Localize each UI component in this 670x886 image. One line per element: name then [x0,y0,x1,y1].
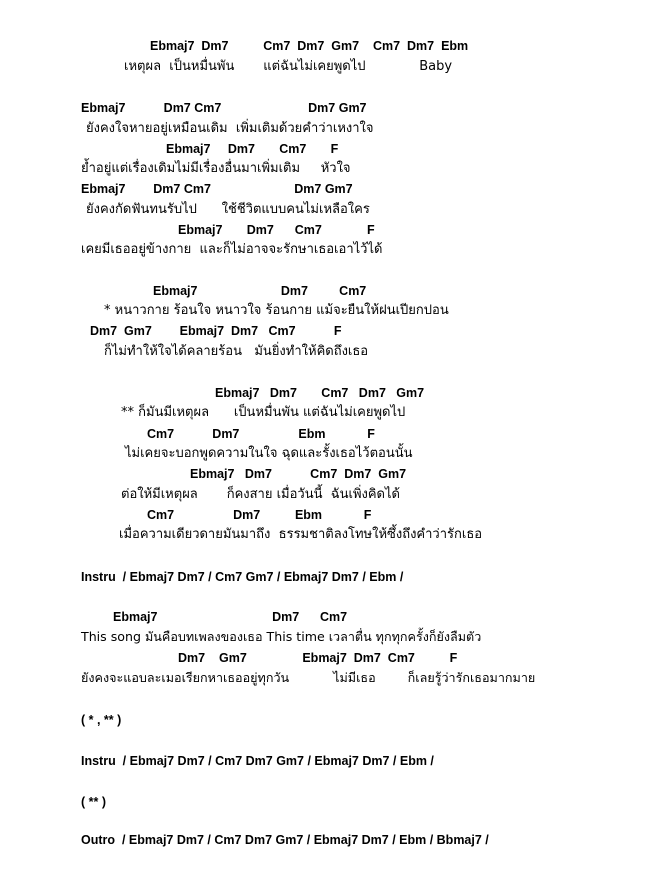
lyric-line: ย้ำอยู่แต่เรื่องเดิมไม่มีเรื่องอื่นมาเพิ่มเติม หัวใจ [81,161,351,176]
lyric-line: เคยมีเธออยู่ข้างกาย และก็ไม่อาจจะรักษาเธอเอาไว้ได้ [81,242,383,257]
instrumental-line: Instru / Ebmaj7 Dm7 / Cm7 Dm7 Gm7 / Ebmaj7 Dm7 / Ebm / [81,754,434,768]
chord-line: Ebmaj7 Dm7 Cm7 Dm7 Gm7 [81,182,353,196]
repeat-marker: ( ** ) [81,795,106,809]
lyric-line: เหตุผล เป็นหมื่นพัน แต่ฉันไม่เคยพูดไป Baby [124,59,453,74]
chord-line: Ebmaj7 Dm7 Cm7 Dm7 Gm7 [81,101,367,115]
chord-line: Ebmaj7 Dm7 Cm7 Dm7 Gm7 Cm7 Dm7 Ebm [150,39,469,53]
chord-line: Ebmaj7 Dm7 Cm7 Dm7 Gm7 [215,386,425,400]
chord-line: Dm7 Gm7 Ebmaj7 Dm7 Cm7 F [178,651,458,665]
lyric-line: ไม่เคยจะบอกพูดความในใจ ฉุดและรั้งเธอไว้ตอนนั้น [125,446,413,461]
chord-line: Cm7 Dm7 Ebm F [147,427,375,441]
lyric-line: ** ก็มันมีเหตุผล เป็นหมื่นพัน แต่ฉันไม่เคยพูดไป [121,405,406,420]
chord-line: Dm7 Gm7 Ebmaj7 Dm7 Cm7 F [90,324,342,338]
chord-line: Ebmaj7 Dm7 Cm7 [113,610,348,624]
outro-line: Outro / Ebmaj7 Dm7 / Cm7 Dm7 Gm7 / Ebmaj7 Dm7 / Ebm / Bbmaj7 / [81,833,489,847]
lyric-line: This song มันคือบทเพลงของเธอ This time เวลาตื่น ทุกทุกครั้งก็ยังลืมตัว [81,629,482,644]
lyric-line: ก็ไม่ทำให้ใจได้คลายร้อน มันยิ่งทำให้คิดถึงเธอ [104,344,369,359]
chord-line: Ebmaj7 Dm7 Cm7 Dm7 Gm7 [190,467,407,481]
lyric-line: ยังคงใจหายอยู่เหมือนเดิม เพิ่มเติมด้วยคำว่าเหงาใจ [86,121,374,136]
chord-line: Ebmaj7 Dm7 Cm7 [153,284,367,298]
lyric-line: ยังคงจะแอบละเมอเรียกหาเธออยู่ทุกวัน ไม่มีเธอ ก็เลยรู้ว่ารักเธอมากมาย [81,670,536,685]
lyric-line: ต่อให้มีเหตุผล ก็คงสาย เมื่อวันนี้ ฉันเพิ่งคิดได้ [121,487,400,502]
lyric-line: ยังคงกัดฟันทนรับไป ใช้ชีวิตแบบคนไม่เหลือใคร [86,202,370,217]
chord-line: Cm7 Dm7 Ebm F [147,508,372,522]
lyric-line: เมื่อความเดียวดายมันมาถึง ธรรมชาติลงโทษให้ซึ้งถึงคำว่ารักเธอ [119,527,483,542]
lyric-line: * หนาวกาย ร้อนใจ หนาวใจ ร้อนกาย แม้จะยืนให้ฝนเปียกปอน [104,303,449,318]
chord-line: Ebmaj7 Dm7 Cm7 F [166,142,339,156]
repeat-marker: ( * , ** ) [81,713,122,727]
chord-line: Ebmaj7 Dm7 Cm7 F [178,223,375,237]
instrumental-line: Instru / Ebmaj7 Dm7 / Cm7 Gm7 / Ebmaj7 Dm7 / Ebm / [81,570,404,584]
